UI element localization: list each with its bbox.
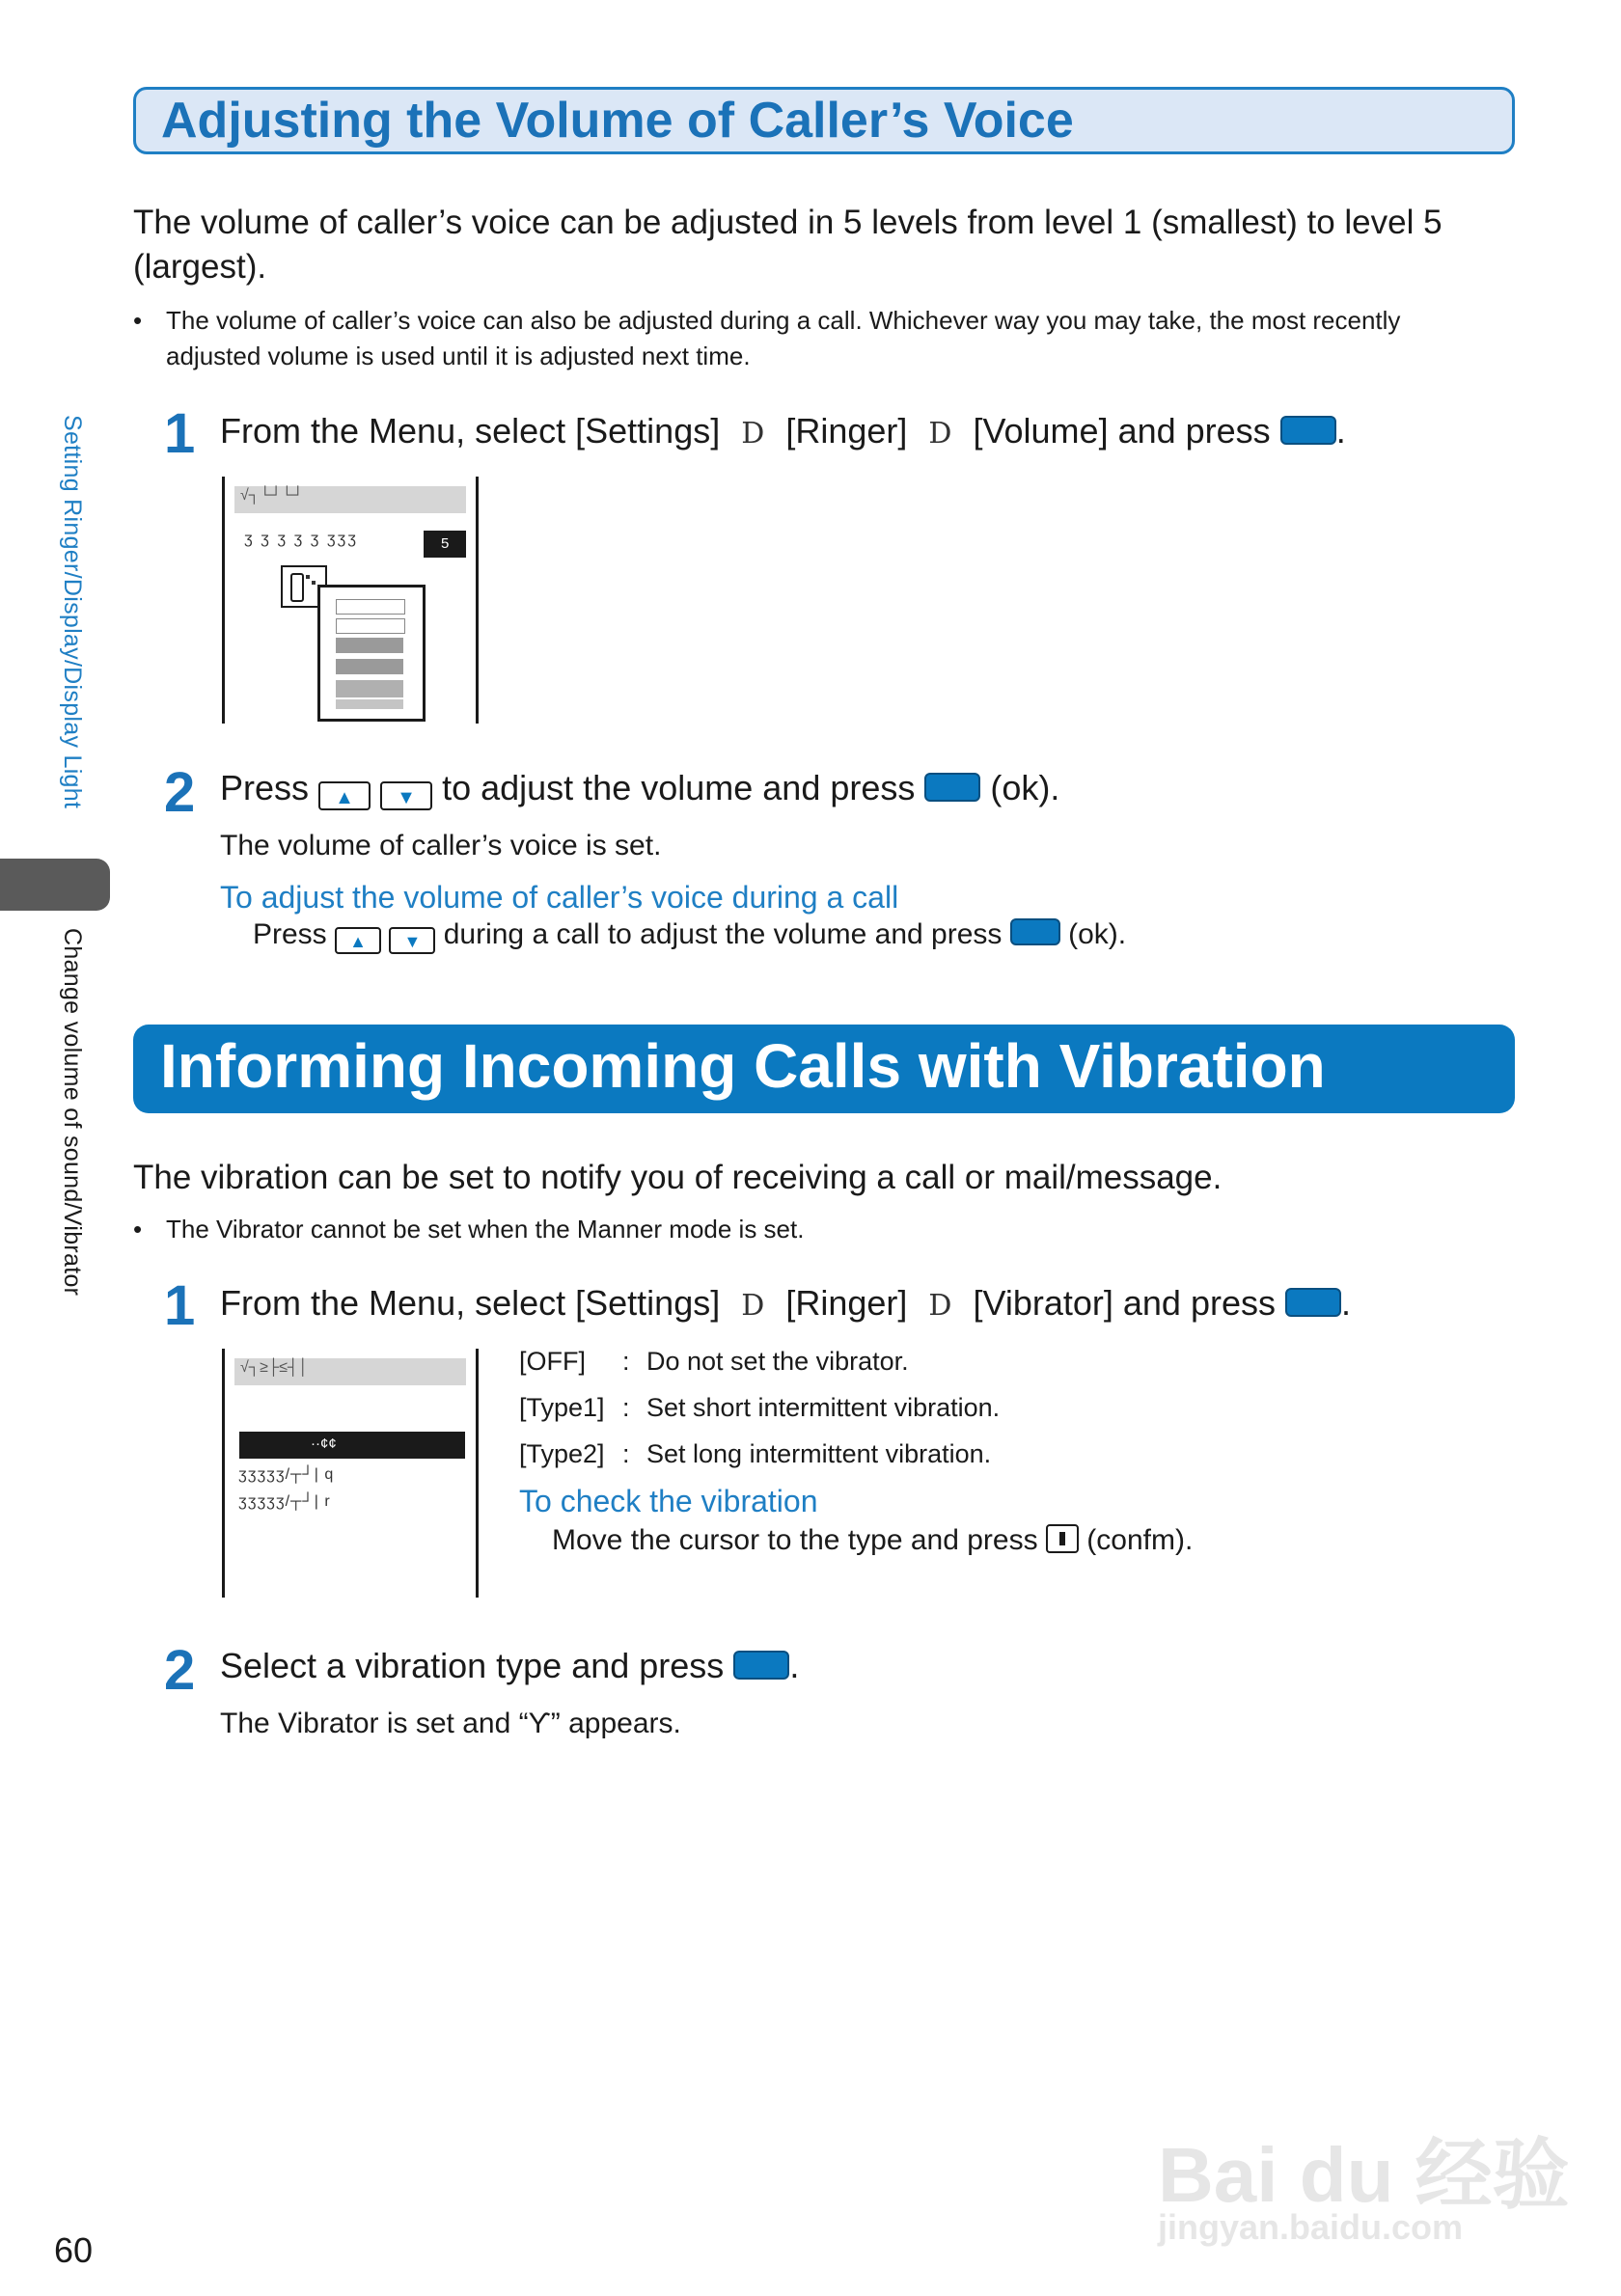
step-item-vibrator: [Vibrator] and press [973, 1283, 1276, 1323]
section2-heading [133, 1025, 1515, 1113]
option-type2-key: [Type2] [519, 1439, 605, 1468]
step-prefix: From the Menu, select [Settings] [220, 1283, 721, 1323]
step-item-ringer: [Ringer] [785, 411, 908, 451]
section2-intro: The vibration can be set to notify you of receiving a call or mail/message. [133, 1159, 1223, 1196]
section2-step1-text [220, 1283, 1351, 1324]
step2-text: to adjust the volume and press [442, 768, 916, 807]
section1-intro-line2: (largest). [133, 248, 267, 286]
result-prefix: The Vibrator is set and “ [220, 1708, 529, 1739]
volume-screen-title [234, 486, 466, 513]
option-type2-desc: Set long intermittent vibration. [646, 1439, 992, 1468]
volume-level-indicator: ʒ ʒ ʒ ʒ ʒ ʒʒʒ [244, 531, 358, 547]
vibrator-icon: Ƴ [528, 1708, 551, 1739]
section1-step1-number: 1 [164, 402, 196, 465]
section1-title: Adjusting the Volume of Caller’s Voice [161, 93, 1074, 149]
volume-screen [222, 477, 479, 724]
step2-text: Select a vibration type and press [220, 1646, 725, 1685]
volume-level-selected [424, 531, 466, 558]
section1-intro [133, 201, 1523, 289]
option-colon: : [622, 1347, 630, 1376]
side-tab-section-label: Change volume of sound/Vibrator [59, 928, 86, 1297]
volume-level-value: 5 [441, 535, 450, 552]
section1-bullet [133, 303, 1526, 374]
menu-separator-icon: D [741, 417, 765, 451]
step-item-ringer: [Ringer] [785, 1283, 908, 1323]
vibrator-option-selected-text: ··¢¢ [311, 1435, 337, 1452]
vibrator-option-selected [239, 1432, 465, 1459]
section1-heading [133, 87, 1515, 154]
step-end: . [1341, 1283, 1352, 1323]
section1-step2-number: 2 [164, 761, 196, 824]
step2-ok: (ok). [990, 768, 1060, 807]
step-end: . [1335, 411, 1346, 451]
menu-separator-icon: D [928, 1289, 952, 1323]
tip-press: Press [253, 918, 327, 950]
section1-step1-text [220, 411, 1346, 451]
watermark-url: jingyan.baidu.com [1158, 2207, 1464, 2247]
page-number: 60 [54, 2230, 94, 2270]
bullet-dot: • [133, 1215, 143, 1244]
option-colon: : [622, 1439, 630, 1468]
tip-text: during a call to adjust the volume and press [443, 918, 1003, 950]
watermark-brand: Bai du 经验 [1158, 2132, 1570, 2218]
center-key-icon [1280, 416, 1336, 445]
center-key-icon [1010, 918, 1060, 945]
section1-intro-line1: The volume of caller’s voice can be adjusted in 5 levels from level 1 (smallest) to level 5 [133, 204, 1442, 241]
tip-ok: (ok). [1068, 918, 1127, 950]
section1-tip-text [253, 918, 1126, 954]
check-text: Move the cursor to the type and press [552, 1524, 1038, 1556]
side-tab-marker [0, 859, 110, 911]
vibrator-screen-title-text: √┐≥├≤┤│ [240, 1359, 309, 1376]
menu-separator-icon: D [928, 417, 952, 451]
check-end: (confm). [1086, 1524, 1194, 1556]
section2-step1-number: 1 [164, 1274, 196, 1337]
section2-bullet [133, 1212, 805, 1247]
result-suffix: ” appears. [550, 1708, 681, 1739]
vibrator-option-row: ʒʒʒʒʒ/┬┘| r [238, 1493, 331, 1510]
section1-step2-text [220, 768, 1059, 810]
vibrator-screen [222, 1349, 479, 1598]
option-type1-key: [Type1] [519, 1393, 605, 1422]
section1-bullet-line2: adjusted volume is used until it is adjusted next time. [166, 342, 751, 370]
down-key-icon: ▼ [389, 927, 435, 954]
option-off-key: [OFF] [519, 1347, 586, 1376]
section2-step2-text [220, 1646, 799, 1686]
check-vibration-title: To check the vibration [519, 1484, 818, 1518]
section2-bullet-text: The Vibrator cannot be set when the Manner mode is set. [166, 1215, 805, 1244]
volume-bars-graphic [317, 585, 426, 722]
section1-bullet-line1: The volume of caller’s voice can also be adjusted during a call. Whichever way you may take, the most recently [166, 306, 1401, 335]
side-tab-chapter-label: Setting Ringer/Display/Display Light [59, 415, 86, 809]
up-key-icon: ▲ [318, 781, 371, 810]
section1-step2-result: The volume of caller’s voice is set. [220, 830, 662, 861]
up-key-icon: ▲ [335, 927, 381, 954]
option-colon: : [622, 1393, 630, 1422]
center-key-icon [733, 1651, 789, 1680]
step-item-volume: [Volume] and press [973, 411, 1271, 451]
vibrator-screen-title [234, 1358, 466, 1385]
vibrator-option-row: ʒʒʒʒʒ/┬┘| q [238, 1466, 335, 1483]
section2-step2-result [220, 1708, 681, 1740]
option-type1-desc: Set short intermittent vibration. [646, 1393, 1001, 1422]
center-key-icon [924, 773, 980, 802]
section2-title: Informing Incoming Calls with Vibration [160, 1031, 1326, 1101]
bullet-dot: • [133, 306, 143, 335]
center-key-icon [1285, 1288, 1341, 1317]
step-prefix: From the Menu, select [Settings] [220, 411, 721, 451]
down-key-icon: ▼ [380, 781, 432, 810]
volume-screen-title-text: √┐└┘└┘ [240, 487, 304, 504]
menu-separator-icon: D [741, 1289, 765, 1323]
step-press: Press [220, 768, 310, 807]
option-off-desc: Do not set the vibrator. [646, 1347, 909, 1376]
info-key-icon [1046, 1524, 1079, 1553]
section2-step2-number: 2 [164, 1639, 196, 1702]
section1-tip-title: To adjust the volume of caller’s voice during a call [220, 880, 899, 915]
step-end: . [789, 1646, 800, 1685]
check-vibration-text [552, 1524, 1193, 1557]
